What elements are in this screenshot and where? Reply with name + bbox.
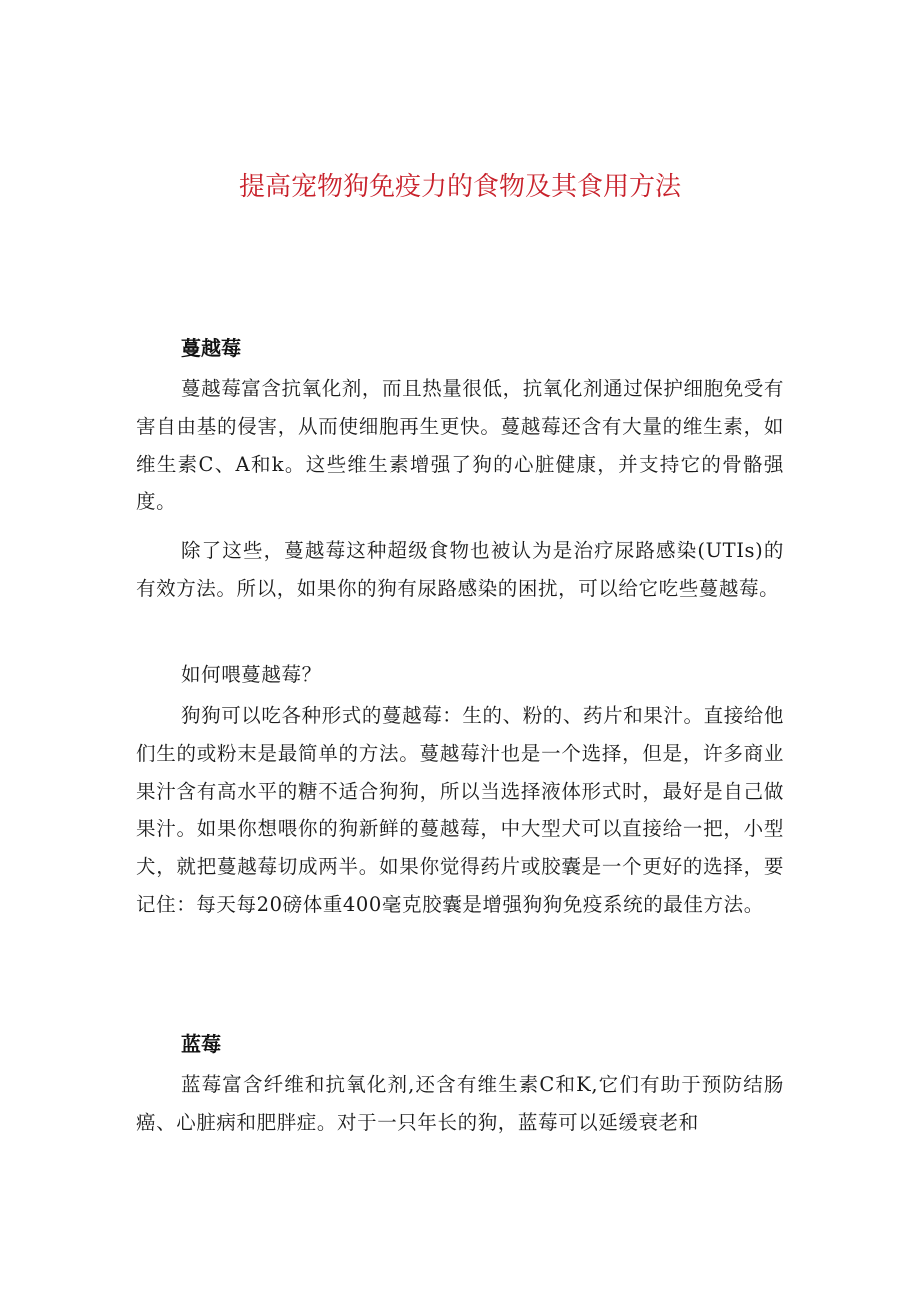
paragraph: 除了这些，蔓越莓这种超级食物也被认为是治疗尿路感染(UTIs)的有效方法。所以，如果你的狗有尿路感染的困扰，可以给它吃些蔓越莓。 bbox=[136, 539, 784, 600]
section-heading-cranberry: 蔓越莓 bbox=[181, 336, 241, 360]
section-heading-blueberry: 蓝莓 bbox=[181, 1032, 221, 1056]
paragraph: 蓝莓富含纤维和抗氧化剂,还含有维生素C和K,它们有助于预防结肠癌、心脏病和肥胖症。对于一只年长的狗，蓝莓可以延缓衰老和 bbox=[136, 1073, 784, 1134]
document-title: 提高宠物狗免疫力的食物及其食用方法 bbox=[238, 172, 681, 202]
paragraph-question: 如何喂蔓越莓？ bbox=[181, 663, 322, 686]
paragraph: 狗狗可以吃各种形式的蔓越莓：生的、粉的、药片和果汁。直接给他们生的或粉末是最简单的方法。蔓越莓汁也是一个选择，但是，许多商业果汁含有高水平的糖不适合狗狗，所以当选择液体形式时，最好是自己做果汁。如果你想喂你的狗新鲜的蔓越莓，中大型犬可以直接给一把，小型犬，就把蔓越莓切成两半。如果你觉得药片或胶囊是一个更好的选择，要记住：每天每20磅体重400毫克胶囊是增强狗狗免疫系统的最佳方法。 bbox=[136, 704, 785, 916]
paragraph: 蔓越莓富含抗氧化剂，而且热量很低，抗氧化剂通过保护细胞免受有害自由基的侵害，从而使细胞再生更快。蔓越莓还含有大量的维生素，如维生素C、A和k。这些维生素增强了狗的心脏健康，并支持它的骨骼强度。 bbox=[136, 377, 785, 514]
